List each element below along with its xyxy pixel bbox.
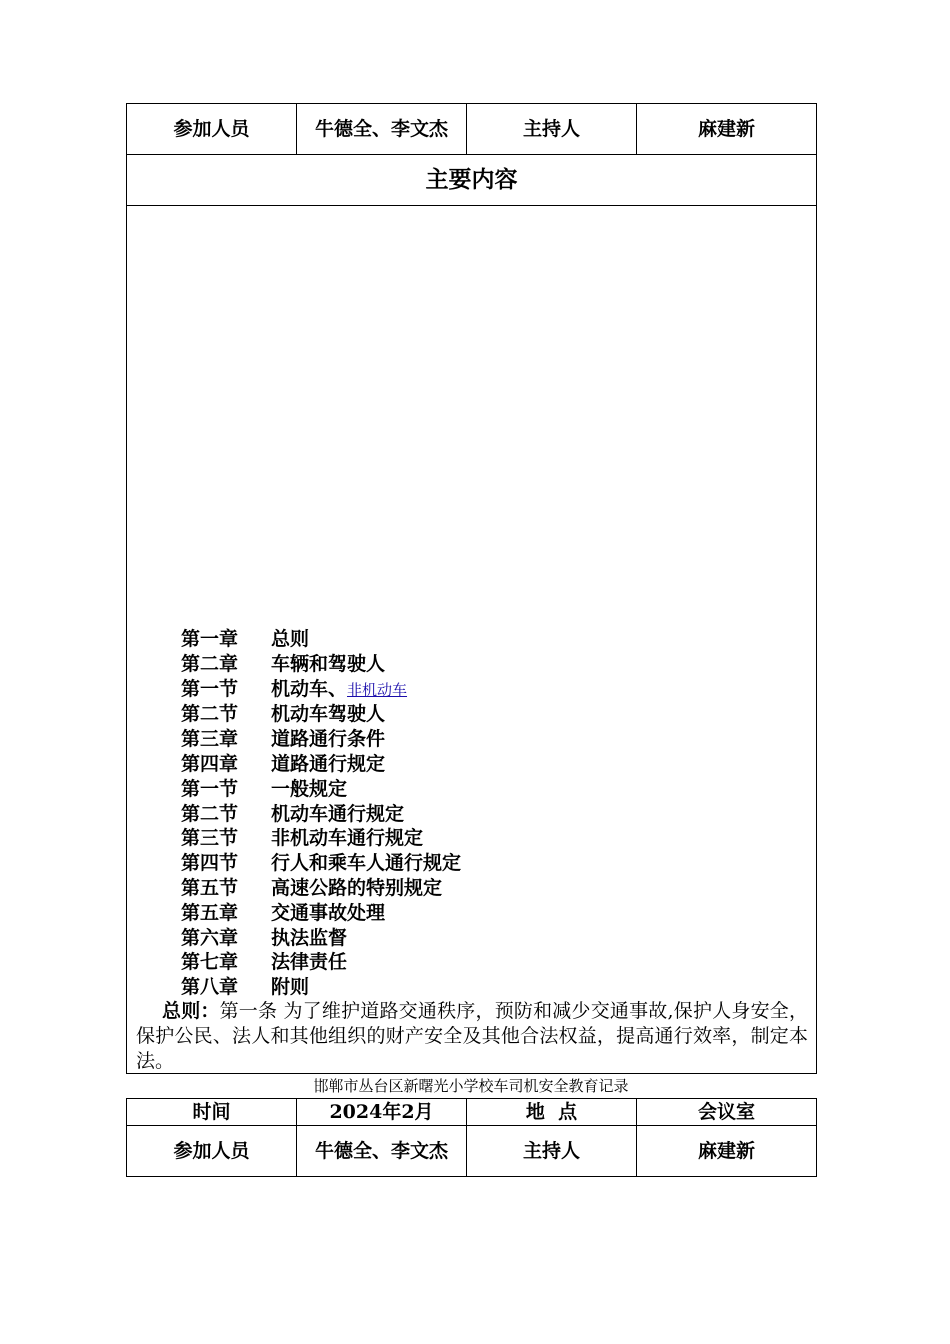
participants-value: 牛德全、李文杰 <box>297 104 467 155</box>
toc-item <box>181 677 461 703</box>
toc-item <box>181 876 461 901</box>
toc-title: 一般规定 <box>271 777 348 800</box>
toc-item <box>181 802 461 827</box>
toc-item <box>181 926 461 951</box>
toc-item <box>181 627 461 652</box>
toc-number: 第六章 <box>181 926 239 949</box>
toc-number: 第二节 <box>181 802 239 825</box>
content-row <box>127 206 817 1074</box>
toc-item <box>181 975 461 1000</box>
host-label: 主持人 <box>467 1126 637 1177</box>
toc-title: 道路通行规定 <box>271 752 386 775</box>
toc-title: 非机动车通行规定 <box>271 827 424 850</box>
non-motor-vehicle-link[interactable]: 非机动车 <box>347 680 408 699</box>
toc-number: 第三章 <box>181 728 239 751</box>
toc-title: 道路通行条件 <box>271 728 386 751</box>
toc-number: 第五章 <box>181 901 239 924</box>
record-caption: 邯郸市丛台区新曙光小学校车司机安全教育记录 <box>313 1077 629 1095</box>
toc-number: 第一节 <box>181 677 239 700</box>
toc-number: 第二章 <box>181 652 239 675</box>
content-cell <box>127 206 817 1074</box>
place-value: 会议室 <box>637 1099 817 1126</box>
host-value: 麻建新 <box>637 104 817 155</box>
toc-item <box>181 752 461 777</box>
section-title: 主要内容 <box>127 155 817 206</box>
toc-title: 机动车、 <box>271 677 348 700</box>
intro-paragraph <box>136 999 808 1074</box>
toc-title: 交通事故处理 <box>271 901 386 924</box>
toc-number: 第五节 <box>181 876 239 899</box>
toc-number: 第八章 <box>181 976 239 999</box>
toc-item <box>181 727 461 752</box>
host-value: 麻建新 <box>637 1126 817 1177</box>
time-place-row <box>127 1099 817 1126</box>
toc-title: 总则 <box>271 628 310 650</box>
toc-item <box>181 851 461 876</box>
toc-item <box>181 777 461 802</box>
participants-value: 牛德全、李文杰 <box>297 1126 467 1177</box>
toc-item <box>181 950 461 975</box>
toc-number: 第三节 <box>181 827 239 850</box>
table-of-contents <box>181 627 461 1000</box>
toc-title: 法律责任 <box>271 951 348 974</box>
intro-label: 总则： <box>162 1000 220 1022</box>
participants-row <box>127 104 817 155</box>
host-label: 主持人 <box>467 104 637 155</box>
toc-title: 高速公路的特别规定 <box>271 876 443 899</box>
toc-item <box>181 702 461 727</box>
toc-title: 机动车驾驶人 <box>271 703 386 726</box>
toc-number: 第一章 <box>181 628 239 650</box>
toc-number: 第七章 <box>181 951 239 974</box>
toc-title: 附则 <box>271 976 310 999</box>
place-label: 地 点 <box>467 1099 637 1126</box>
toc-title: 车辆和驾驶人 <box>271 652 386 675</box>
toc-item <box>181 901 461 926</box>
time-value: 2024年2月 <box>297 1099 467 1126</box>
meeting-record-table <box>126 103 817 1074</box>
toc-item <box>181 652 461 677</box>
participants-row <box>127 1126 817 1177</box>
participants-label: 参加人员 <box>127 104 297 155</box>
toc-title: 执法监督 <box>271 926 348 949</box>
participants-label: 参加人员 <box>127 1126 297 1177</box>
toc-item <box>181 826 461 851</box>
toc-number: 第四章 <box>181 752 239 775</box>
toc-number: 第一节 <box>181 777 239 800</box>
intro-text: 第一条 为了维护道路交通秩序，预防和减少交通事故,保护人身安全，保护公民、法人和其他组织的财产安全及其他合法权益，提高通行效率，制定本法。 <box>136 1000 808 1072</box>
toc-title: 行人和乘车人通行规定 <box>271 852 462 875</box>
toc-number: 第二节 <box>181 703 239 726</box>
meeting-info-table <box>126 1098 817 1177</box>
section-title-row <box>127 155 817 206</box>
toc-number: 第四节 <box>181 852 239 875</box>
toc-title: 机动车通行规定 <box>271 802 405 825</box>
time-label: 时间 <box>127 1099 297 1126</box>
